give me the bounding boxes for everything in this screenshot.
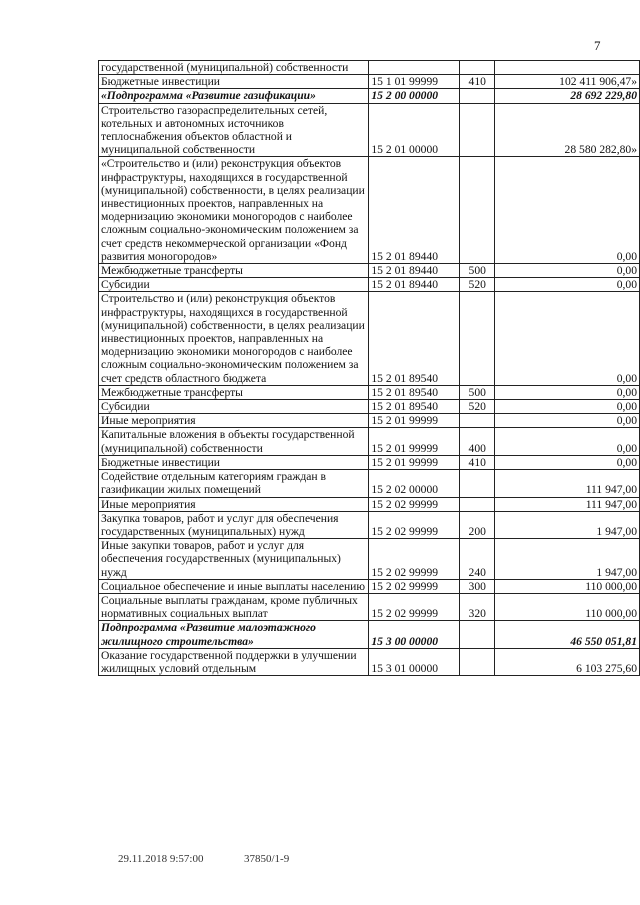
row-amount: 110 000,00: [495, 593, 640, 620]
budget-table: [98, 60, 640, 676]
row-name: Строительство газораспределительных сетей, котельных и автономных источников теплоснабжения объектов областной и муниципальной собственности: [99, 103, 369, 157]
table-row: [99, 385, 640, 399]
row-expense-type: 240: [460, 539, 495, 580]
row-code: 15 2 01 99999: [369, 455, 460, 469]
table-row: [99, 579, 640, 593]
row-expense-type: [460, 648, 495, 675]
row-amount: 46 550 051,81: [495, 621, 640, 648]
row-amount: 110 000,00: [495, 579, 640, 593]
row-expense-type: 400: [460, 428, 495, 455]
row-amount: 0,00: [495, 292, 640, 385]
table-row: [99, 455, 640, 469]
row-code: 15 2 01 89440: [369, 264, 460, 278]
row-code: 15 2 02 99999: [369, 539, 460, 580]
row-name: Содействие отдельным категориям граждан в газификации жилых помещений: [99, 470, 369, 497]
row-expense-type: 410: [460, 455, 495, 469]
row-expense-type: [460, 414, 495, 428]
row-code: 15 2 01 89540: [369, 400, 460, 414]
row-name: Социальные выплаты гражданам, кроме публичных нормативных социальных выплат: [99, 593, 369, 620]
subprogram-row: [99, 621, 640, 648]
footer-doc-id: 37850/1-9: [244, 853, 290, 865]
row-name: Иные мероприятия: [99, 414, 369, 428]
row-code: 15 3 01 00000: [369, 648, 460, 675]
row-code: 15 2 01 99999: [369, 428, 460, 455]
row-code: 15 2 01 99999: [369, 414, 460, 428]
row-amount: 0,00: [495, 264, 640, 278]
row-code: [369, 61, 460, 75]
table-row: [99, 61, 640, 75]
row-code: 15 2 01 00000: [369, 103, 460, 157]
footer-datetime: 29.11.2018 9:57:00: [118, 853, 204, 865]
row-expense-type: 200: [460, 511, 495, 538]
row-amount: 111 947,00: [495, 470, 640, 497]
table-row: [99, 75, 640, 89]
row-name: Межбюджетные трансферты: [99, 264, 369, 278]
table-row: [99, 470, 640, 497]
row-expense-type: 500: [460, 264, 495, 278]
row-code: 15 2 01 89440: [369, 157, 460, 264]
row-name: Межбюджетные трансферты: [99, 385, 369, 399]
row-name: Субсидии: [99, 278, 369, 292]
row-name: Капитальные вложения в объекты государственной (муниципальной) собственности: [99, 428, 369, 455]
row-expense-type: 520: [460, 278, 495, 292]
table-row: [99, 400, 640, 414]
row-expense-type: [460, 470, 495, 497]
row-expense-type: 520: [460, 400, 495, 414]
row-expense-type: [460, 157, 495, 264]
row-name: «Подпрограмма «Развитие газификации»: [99, 89, 369, 103]
row-name: Бюджетные инвестиции: [99, 455, 369, 469]
row-name: Бюджетные инвестиции: [99, 75, 369, 89]
row-amount: 1 947,00: [495, 539, 640, 580]
row-expense-type: 320: [460, 593, 495, 620]
table-row: [99, 428, 640, 455]
row-amount: [495, 61, 640, 75]
row-name: Иные мероприятия: [99, 497, 369, 511]
row-name: государственной (муниципальной) собственности: [99, 61, 369, 75]
row-expense-type: 410: [460, 75, 495, 89]
subprogram-row: [99, 89, 640, 103]
row-expense-type: [460, 621, 495, 648]
row-amount: 111 947,00: [495, 497, 640, 511]
row-amount: 6 103 275,60: [495, 648, 640, 675]
row-name: Субсидии: [99, 400, 369, 414]
row-amount: 0,00: [495, 400, 640, 414]
row-code: 15 2 02 99999: [369, 497, 460, 511]
row-expense-type: 300: [460, 579, 495, 593]
row-expense-type: [460, 292, 495, 385]
row-amount: 102 411 906,47»: [495, 75, 640, 89]
row-name: Оказание государственной поддержки в улучшении жилищных условий отдельным: [99, 648, 369, 675]
row-name: Строительство и (или) реконструкция объектов инфраструктуры, находящихся в государственной (муниципальной) собственности, в целях реализации инвестиционных проектов, направленных на модернизацию экономики моногородов с наиболее сложным социально-экономическим положением за счет средств областного бюджета: [99, 292, 369, 385]
row-expense-type: [460, 103, 495, 157]
row-name: Иные закупки товаров, работ и услуг для обеспечения государственных (муниципальных) нужд: [99, 539, 369, 580]
table-row: [99, 648, 640, 675]
row-code: 15 2 00 00000: [369, 89, 460, 103]
row-amount: 1 947,00: [495, 511, 640, 538]
row-amount: 0,00: [495, 157, 640, 264]
row-name: Закупка товаров, работ и услуг для обеспечения государственных (муниципальных) нужд: [99, 511, 369, 538]
table-row: [99, 593, 640, 620]
row-amount: 0,00: [495, 278, 640, 292]
page-number: 7: [594, 38, 601, 53]
table-row: [99, 292, 640, 385]
row-expense-type: [460, 497, 495, 511]
row-code: 15 2 01 89540: [369, 292, 460, 385]
table-row: [99, 414, 640, 428]
row-name: Подпрограмма «Развитие малоэтажного жилищного строительства»: [99, 621, 369, 648]
table-body: [99, 61, 640, 676]
table-row: [99, 103, 640, 157]
table-row: [99, 497, 640, 511]
row-expense-type: [460, 89, 495, 103]
table-row: [99, 157, 640, 264]
row-expense-type: 500: [460, 385, 495, 399]
table-row: [99, 264, 640, 278]
row-name: Социальное обеспечение и иные выплаты населению: [99, 579, 369, 593]
row-amount: 0,00: [495, 414, 640, 428]
row-amount: 0,00: [495, 455, 640, 469]
row-code: 15 1 01 99999: [369, 75, 460, 89]
row-code: 15 2 02 00000: [369, 470, 460, 497]
row-amount: 0,00: [495, 428, 640, 455]
row-code: 15 2 02 99999: [369, 511, 460, 538]
table-row: [99, 511, 640, 538]
row-code: 15 2 02 99999: [369, 579, 460, 593]
row-code: 15 2 01 89440: [369, 278, 460, 292]
row-name: «Строительство и (или) реконструкция объектов инфраструктуры, находящихся в государственной (муниципальной) собственности, в целях реализации инвестиционных проектов, направленных на модернизацию экономики моногородов с наиболее сложным социально-экономическим положением за счет средств некоммерческой организации «Фонд развития моногородов»: [99, 157, 369, 264]
row-code: 15 2 02 99999: [369, 593, 460, 620]
row-code: 15 3 00 00000: [369, 621, 460, 648]
row-code: 15 2 01 89540: [369, 385, 460, 399]
row-amount: 28 692 229,80: [495, 89, 640, 103]
table-row: [99, 278, 640, 292]
row-amount: 0,00: [495, 385, 640, 399]
row-expense-type: [460, 61, 495, 75]
row-amount: 28 580 282,80»: [495, 103, 640, 157]
table-row: [99, 539, 640, 580]
